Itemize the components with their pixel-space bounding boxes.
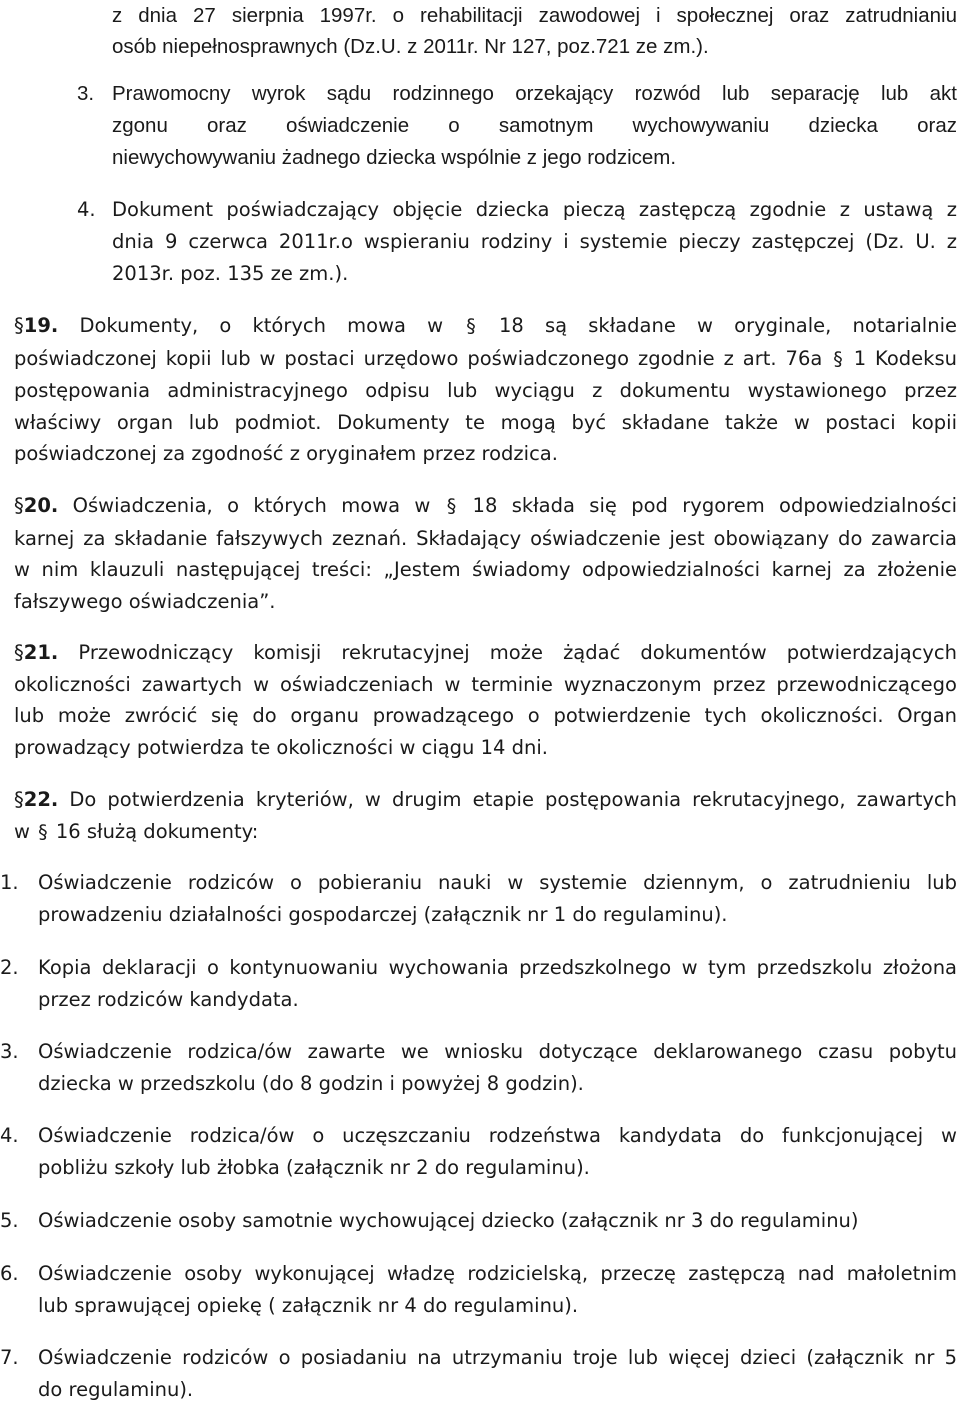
text-line: 2013r. poz. 135 ze zm.). (112, 262, 349, 285)
paragraph-number: 20. (23, 494, 59, 517)
text-line: Kopia deklaracji o kontynuowaniu wychowania przedszkolnego w tym przedszkolu złożona (38, 956, 957, 979)
list-item-number: 1. (0, 871, 19, 894)
list-item-text (38, 952, 957, 1015)
list-item-text (38, 1258, 957, 1321)
text-fragment: poświadczonej kopii lub w postaci urzędowo poświadczonego zgodnie z art. 76a (14, 346, 832, 370)
text-line: prowadzeniu działalności gospodarczej (załącznik nr 1 do regulaminu). (38, 902, 728, 926)
list-item-text (112, 78, 957, 174)
list-item-number: 4. (0, 1124, 19, 1147)
text-line: postępowania administracyjnego odpisu lub wyciągu z dokumentu wystawionego przez (14, 379, 957, 403)
section-symbol: § (14, 314, 24, 337)
text-line (14, 816, 957, 849)
text-line: w nim klauzuli następującej treści: „Jestem świadomy odpowiedzialności karnej za złożenie (14, 558, 957, 582)
list-item-text (38, 1342, 957, 1405)
text-line: niewychowywaniu żadnego dziecka wspólnie z jego rodzicem. (112, 146, 677, 169)
text-line: poświadczonej za zgodność z oryginałem przez rodzica. (14, 442, 558, 466)
section-symbol: § (446, 495, 457, 517)
text-line: Dokument poświadczający objęcie dziecka pieczą zastępczą zgodnie z ustawą z (112, 198, 957, 221)
paragraph-number: 19. (23, 314, 59, 337)
text-line: Oświadczenie rodzica/ów o uczęszczaniu rodzeństwa kandydata do funkcjonującej w (38, 1124, 957, 1147)
text-line: właściwy organ lub podmiot. Dokumenty te mogą być składane także w postaci kopii (14, 410, 957, 434)
list-item-number: 4. (77, 198, 96, 221)
text-line: zgonu oraz oświadczenie o samotnym wychowywaniu dziecka oraz (112, 114, 957, 137)
text-line: okoliczności zawartych w oświadczeniach w terminie wyznaczonym przez przewodniczącego (14, 672, 957, 696)
text-line: Oświadczenie rodzica/ów zawarte we wniosku dotyczące deklarowanego czasu pobytu (38, 1040, 957, 1063)
list-item-number: 3. (0, 1040, 19, 1063)
text-line: Oświadczenie rodziców o posiadaniu na utrzymaniu troje lub więcej dzieci (załącznik nr 5 (38, 1346, 957, 1369)
text-line (14, 343, 957, 376)
list-item-number: 7. (0, 1346, 19, 1369)
continuation-text (112, 0, 957, 62)
text-fragment: 1 Kodeksu (844, 346, 957, 370)
text-line: prowadzący potwierdza te okoliczności w ciągu 14 dni. (14, 735, 548, 759)
section-symbol: § (466, 315, 476, 337)
list-item-number: 2. (0, 956, 19, 979)
text-line: Oświadczenie osoby wykonującej władzę rodzicielską, przeczę zastępczą nad małoletnim (38, 1262, 957, 1285)
text-line: z dnia 27 sierpnia 1997r. o rehabilitacji zawodowej i społecznej oraz zatrudnianiu (112, 4, 957, 27)
section-symbol: § (38, 820, 48, 843)
list-item-text (38, 1036, 957, 1099)
text-line: lub może zwrócić się do organu prowadzącego o potwierdzenie tych okoliczności. Organ (14, 704, 957, 728)
text-fragment: 18 są składane w oryginale, notarialnie (477, 314, 958, 337)
text-line: przez rodziców kandydata. (38, 987, 299, 1011)
text-fragment: Dokumenty, o których mowa w (79, 314, 465, 337)
section-symbol: § (14, 641, 24, 664)
text-line: do regulaminu). (38, 1377, 194, 1401)
list-item-text (38, 1120, 957, 1183)
paragraph-19 (14, 310, 957, 470)
text-line: Prawomocny wyrok sądu rodzinnego orzekający rozwód lub separację lub akt (112, 82, 957, 105)
paragraph-number: 22. (23, 788, 59, 811)
text-fragment: 16 służą dokumenty: (49, 819, 259, 843)
list-item-number: 5. (0, 1209, 19, 1232)
text-line: Oświadczenie osoby samotnie wychowującej dziecko (załącznik nr 3 do regulaminu) (38, 1209, 859, 1232)
text-line: lub sprawującej opiekę ( załącznik nr 4 do regulaminu). (38, 1293, 579, 1317)
paragraph-20 (14, 490, 957, 617)
section-symbol: § (833, 347, 843, 370)
text-line (14, 784, 957, 816)
list-item-text (112, 194, 957, 290)
list-item-number: 3. (77, 82, 95, 105)
section-symbol: § (14, 788, 24, 811)
paragraph-number: 21. (23, 641, 59, 664)
text-line (14, 637, 957, 669)
text-fragment: Przewodniczący komisji rekrutacyjnej może żądać dokumentów potwierdzających (78, 641, 958, 664)
text-line: fałszywego oświadczenia”. (14, 589, 276, 613)
list-item-number: 6. (0, 1262, 19, 1285)
paragraph-21 (14, 637, 957, 763)
text-fragment: Do potwierdzenia kryteriów, w drugim etapie postępowania rekrutacyjnego, zawartych (69, 788, 958, 811)
text-line (14, 490, 957, 523)
paragraph-22 (14, 784, 957, 848)
text-line: karnej za składanie fałszywych zeznań. Składający oświadczenie jest obowiązany do zawarcia (14, 526, 957, 550)
list-item-text (38, 867, 957, 930)
list-item-text (38, 1205, 957, 1237)
text-fragment: Oświadczenia, o których mowa w (72, 494, 445, 517)
text-line: osób niepełnosprawnych (Dz.U. z 2011r. Nr 127, poz.721 ze zm.). (112, 35, 709, 58)
text-line: Oświadczenie rodziców o pobieraniu nauki w systemie dziennym, o zatrudnieniu lub (38, 871, 957, 894)
section-symbol: § (14, 494, 24, 517)
text-fragment: 18 składa się pod rygorem odpowiedzialności (458, 494, 958, 517)
text-line (14, 310, 957, 343)
text-line: dnia 9 czerwca 2011r.o wspieraniu rodziny i systemie pieczy zastępczej (Dz. U. z (112, 230, 957, 253)
text-line: pobliżu szkoły lub żłobka (załącznik nr 2 do regulaminu). (38, 1155, 590, 1179)
text-line: dziecka w przedszkolu (do 8 godzin i powyżej 8 godzin). (38, 1071, 584, 1095)
text-fragment: w (14, 819, 37, 843)
